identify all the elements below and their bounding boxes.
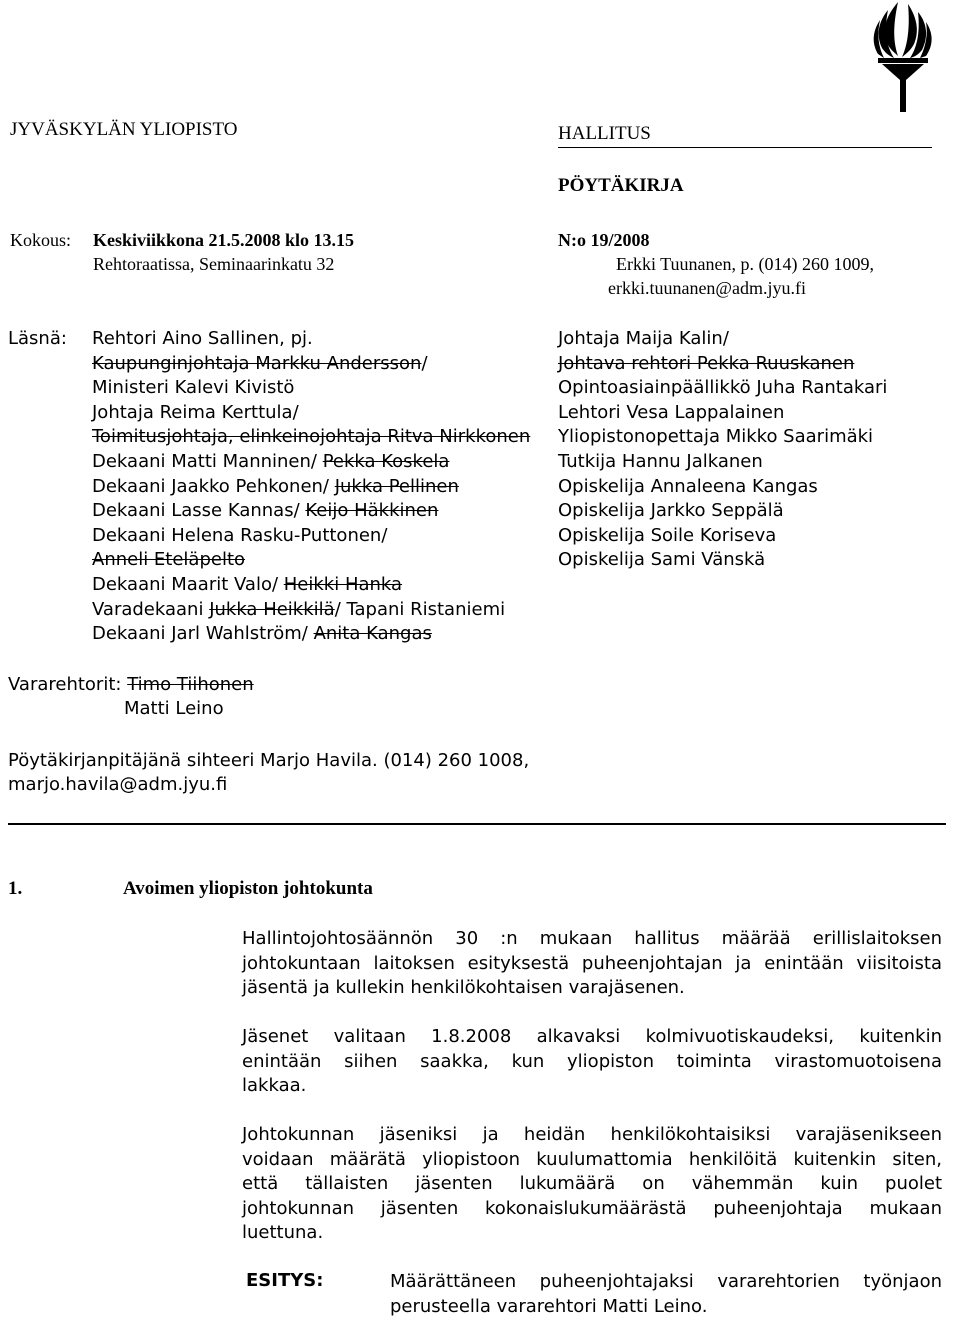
present-list-left (92, 328, 542, 648)
paragraph-line: Jäsenet valitaan 1.8.2008 alkavaksi kolmivuotiskaudeksi, kuitenkin (242, 1026, 942, 1047)
present-label: Läsnä: (8, 328, 67, 349)
paragraph-line: lakkaa. (242, 1075, 307, 1096)
contact-line-1: Erkki Tuunanen, p. (014) 260 1009, (616, 254, 874, 274)
member-text: Dekaani Lasse Kannas/ (92, 500, 306, 522)
present-member (558, 525, 776, 546)
present-member (92, 574, 402, 595)
member-text: Ministeri Kalevi Kivistö (92, 377, 295, 399)
present-member (92, 623, 432, 644)
vice-rector-second: Matti Leino (124, 698, 224, 719)
present-member (92, 500, 438, 521)
section-rule (8, 823, 946, 825)
member-text: Yliopistonopettaja Mikko Saarimäki (558, 426, 874, 448)
paragraph-1 (242, 927, 942, 1001)
present-member (92, 599, 505, 620)
paragraph-line: Määrättäneen puheenjohtajaksi vararehtorien työnjaon (390, 1271, 942, 1292)
paragraph-line: johtokuntaan laitoksen esityksestä puheenjohtajan ja enintään viisitoista (242, 952, 942, 974)
secretary-line-1: Pöytäkirjanpitäjänä sihteeri Marjo Havila. (014) 260 1008, (8, 750, 530, 771)
member-text: Opintoasiainpäällikkö Juha Rantakari (558, 377, 888, 399)
present-member (558, 549, 765, 570)
struck-name: Kaupunginjohtaja Markku Andersson (92, 352, 422, 374)
present-member (558, 353, 854, 374)
paragraph-line: voidaan määrätä yliopistoon kuulumattomia henkilöitä kuitenkin siten, (242, 1148, 942, 1170)
esitys-text (390, 1270, 942, 1319)
vice-rectors-label: Vararehtorit: (8, 674, 128, 695)
vice-rector-struck: Timo Tiihonen (127, 674, 254, 695)
meeting-datetime: Keskiviikkona 21.5.2008 klo 13.15 (93, 230, 355, 250)
paragraph-line: Johtokunnan jäseniksi ja heidän henkilökohtaisiksi varajäsenikseen (242, 1124, 942, 1145)
document-type: PÖYTÄKIRJA (558, 175, 684, 196)
present-member (92, 402, 299, 423)
university-name: JYVÄSKYLÄN YLIOPISTO (10, 119, 238, 140)
member-text: / (421, 352, 428, 374)
contact-line-2: erkki.tuunanen@adm.jyu.fi (607, 278, 806, 298)
struck-name: Toimitusjohtaja, elinkeinojohtaja Ritva Nirkkonen (92, 426, 531, 448)
member-text: Opiskelija Annaleena Kangas (558, 475, 818, 497)
present-member (558, 402, 784, 423)
member-text: Dekaani Maarit Valo/ (92, 574, 284, 595)
struck-name: Jukka Heikkilä (209, 598, 335, 620)
secretary-line-2: marjo.havila@adm.jyu.fi (8, 774, 228, 795)
present-member (92, 377, 294, 398)
paragraph-line: että tällaisten jäsenten lukumäärä on vähemmän kuin puolet (242, 1173, 942, 1194)
vice-rectors (8, 674, 254, 695)
meeting-number: N:o 19/2008 (558, 230, 650, 250)
header-rule (558, 147, 932, 148)
present-member (92, 549, 245, 570)
present-member (92, 476, 459, 497)
paragraph-line: luettuna. (242, 1222, 324, 1243)
present-member (558, 328, 729, 349)
paragraph-line: enintään siihen saakka, kun yliopiston toiminta virastomuotoisena (242, 1050, 942, 1072)
section-number: 1. (8, 878, 23, 899)
member-text: Johtaja Reima Kerttula/ (92, 401, 299, 423)
present-member (92, 451, 449, 472)
paragraph-line: perusteella vararehtori Matti Leino. (390, 1295, 708, 1317)
member-text: Dekaani Jaakko Pehkonen/ (92, 475, 335, 497)
struck-name: Johtava rehtori Pekka Ruuskanen (558, 352, 855, 374)
present-member (92, 426, 530, 447)
member-text: Johtaja Maija Kalin/ (558, 328, 729, 349)
member-text: Tutkija Hannu Jalkanen (558, 451, 763, 472)
struck-name: Anneli Eteläpelto (92, 549, 246, 571)
present-member (558, 451, 763, 472)
present-member (558, 377, 887, 398)
meeting-label: Kokous: (10, 230, 72, 250)
present-member (92, 328, 313, 349)
paragraph-3 (242, 1123, 942, 1246)
member-text: Rehtori Aino Sallinen, pj. (92, 328, 313, 349)
member-text: Varadekaani (92, 598, 210, 620)
paragraph-2 (242, 1025, 942, 1099)
paragraph-line: Hallintojohtosäännön 30 :n mukaan hallitus määrää erillislaitoksen (242, 928, 942, 949)
paragraph-line: jäsentä ja kullekin henkilökohtaisen varajäsenen. (242, 977, 685, 998)
struck-name: Keijo Häkkinen (305, 500, 439, 522)
present-member (558, 476, 818, 497)
body-name: HALLITUS (558, 123, 651, 144)
member-text: Dekaani Helena Rasku-Puttonen/ (92, 524, 388, 546)
section-title: Avoimen yliopiston johtokunta (123, 878, 373, 899)
present-member (558, 426, 873, 447)
struck-name: Anita Kangas (313, 623, 432, 645)
member-text: Dekaani Jarl Wahlström/ (92, 623, 314, 645)
member-text: / Tapani Ristaniemi (334, 598, 506, 620)
paragraph-line: johtokunnan jäsenten kokonaislukumäärästä puheenjohtaja mukaan (242, 1197, 942, 1219)
present-member (558, 500, 784, 521)
present-list-right (558, 328, 938, 578)
torch-flame-logo-icon (858, 0, 948, 112)
present-member (92, 525, 387, 546)
struck-name: Pekka Koskela (322, 451, 450, 472)
present-member (92, 353, 428, 374)
esitys-label: ESITYS: (246, 1270, 324, 1291)
member-text: Opiskelija Jarkko Seppälä (558, 500, 784, 522)
member-text: Opiskelija Soile Koriseva (558, 524, 777, 546)
struck-name: Heikki Hanka (283, 574, 403, 595)
struck-name: Jukka Pellinen (334, 475, 459, 497)
member-text: Dekaani Matti Manninen/ (92, 451, 323, 472)
member-text: Lehtori Vesa Lappalainen (558, 401, 785, 423)
meeting-place: Rehtoraatissa, Seminaarinkatu 32 (93, 254, 335, 274)
member-text: Opiskelija Sami Vänskä (558, 549, 766, 571)
